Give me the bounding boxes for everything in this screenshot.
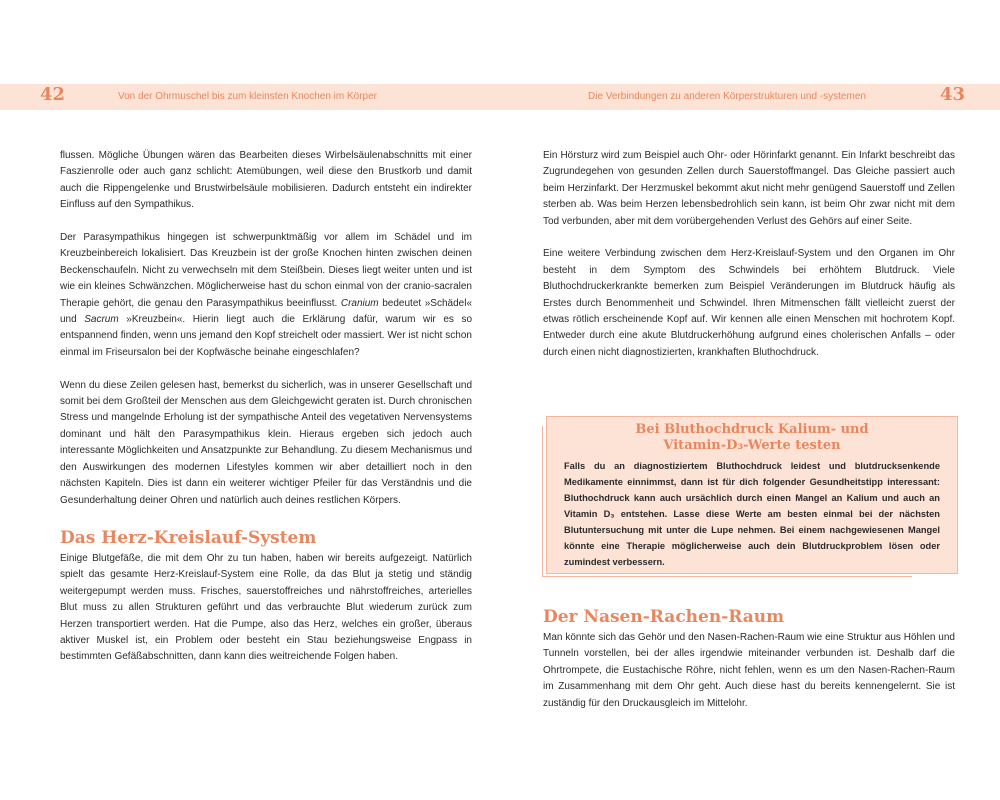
left-page-column — [60, 148, 472, 666]
text-run: Der Parasympathikus hingegen ist schwerpunktmäßig vor allem im Schädel und im Kreuzbeinbereich lokalisiert. Das Kreuzbein ist der große Knochen hinten zwischen deinen Beckenschaufeln. Nicht zu verwechseln mit dem Steißbein. Dieses liegt weiter unten und ist wie ein kleines Schwänzchen. Möglicherweise hast du schon einmal von der cranio-sacralen Therapie gehört, die genau den Parasympathikus beeinflusst. — [60, 232, 472, 309]
term-sacrum: Sacrum — [84, 314, 119, 326]
paragraph-parasympathikus — [60, 230, 472, 361]
tip-box-title-line: Vitamin-D₃-Werte testen — [663, 438, 841, 453]
left-page-number: 42 — [40, 84, 66, 105]
right-page-number: 43 — [940, 84, 966, 105]
paragraph: Eine weitere Verbindung zwischen dem Herz-Kreislauf-System und den Organen im Ohr besteht in dem Symptom des Schwindels bei erhöhtem Blutdruck. Viele Bluthochdruckerkrankte bemerken zum Beispiel Veränderungen im Blutdruck häufig als Erstes durch Benommenheit und Schwindel. Ihren Mitmenschen fällt vielleicht zuerst der etwas rötlich erscheinende Kopf auf. Wir kennen alle einen Menschen mit hochrotem Kopf. Entweder durch eine akute Blutdruckerhöhung aufgrund eines cholerischen Anfalls – oder durch einen nicht diagnostizierten, krankhaften Bluthochdruck. — [543, 248, 955, 358]
right-page-column — [543, 148, 955, 361]
right-running-head: Die Verbindungen zu anderen Körperstrukturen und -systemen — [588, 91, 866, 102]
tip-box-content — [564, 422, 940, 570]
tip-box-title-line: Bei Bluthochdruck Kalium- und — [635, 422, 869, 437]
section-heading-herz-kreislauf: Das Herz-Kreislauf-System — [60, 527, 317, 548]
section-nasen-rachen-raum — [543, 606, 955, 712]
text-run: »Kreuzbein«. Hierin liegt auch die Erklärung dafür, warum wir es so entspannend finden, wenn uns jemand den Kopf streichelt oder massiert. Wer ist nicht schon einmal im Friseursalon bei der Kopfwäsche beinahe eingeschlafen? — [60, 314, 472, 358]
paragraph: Wenn du diese Zeilen gelesen hast, bemerkst du sicherlich, was in unserer Gesellschaft und somit bei dem Großteil der Menschen aus dem Gleichgewicht geraten ist. Durch chronischen Stress und mangelnde Erholung ist der sympathische Anteil des vegetativen Nervensystems dominant und hält den Parasympathikus klein. Hieraus ergeben sich jedoch auch interessante Möglichkeiten und Ansatzpunkte zur Behandlung. Zu diesem Mechanismus und den Auswirkungen des modernen Lifestyles kommen wir aber detailliert noch in den nächsten Kapiteln. Dies ist dann ein weiterer wichtiger Pfeiler für das Verständnis und die Gesunderhaltung deiner Ohren und natürlich auch deines restlichen Körpers. — [60, 379, 472, 506]
left-running-head: Von der Ohrmuschel bis zum kleinsten Knochen im Körper — [118, 91, 378, 102]
section-heading-nasen-rachen: Der Nasen-Rachen-Raum — [543, 607, 785, 627]
tip-box — [546, 416, 958, 576]
tip-box-offset-line — [542, 426, 543, 576]
tip-box-offset-line — [542, 576, 912, 577]
text-run: bedeutet »Schädel« und — [60, 297, 473, 326]
paragraph: Ein Hörsturz wird zum Beispiel auch Ohr- oder Hörinfarkt genannt. Ein Infarkt beschreibt das Zugrundegehen von gesunden Zellen durch Sauerstoffmangel. Das Gleiche passiert auch beim Herzinfarkt. Der Herzmuskel bekommt akut nicht mehr genügend Sauerstoff und Zellen sterben ab. Was beim Herzen lebensbedrohlich sein kann, ist beim Ohr zwar nicht mit dem Tod verbunden, aber mit dem vorübergehenden Verlust des Gehörs auf einer Seite. — [543, 150, 955, 227]
tip-box-text: Falls du an diagnostiziertem Bluthochdruck leidest und blutdrucksenkende Medikamente einnimmst, dann ist für dich folgender Gesundheitstipp interessant: Bluthochdruck kann auch ursächlich durch einen Mangel an Kalium und auch an Vitamin D₃ entstehen. Lasse diese Werte am besten einmal bei der nächsten Blutuntersuchung mit unter die Lupe nehmen. Bei einem nachgewiesenen Mangel könnte eine Therapie möglicherweise auch dein Blutdruckproblem lösen oder zumindest verbessern. — [564, 461, 940, 567]
term-cranium: Cranium — [340, 297, 379, 309]
paragraph: Man könnte sich das Gehör und den Nasen-Rachen-Raum wie eine Struktur aus Höhlen und Tunneln vorstellen, bei der alles irgendwie miteinander verbunden ist. Deshalb darf die Ohrtrompete, die Eustachische Röhre, nicht fehlen, wenn es um den Nasen-Rachen-Raum im Zusammenhang mit dem Ohr geht. Auch diese hast du bereits kennengelernt. Sie ist zuständig für den Druckausgleich im Mittelohr. — [543, 632, 955, 709]
tip-box-title — [564, 422, 940, 454]
paragraph: flussen. Mögliche Übungen wären das Bearbeiten dieses Wirbelsäulenabschnitts mit einer Faszienrolle oder auch ganz schlicht: Atemübungen, weil diese den Brustkorb und damit auch die Rippengelenke und Brustwirbelsäule mobilisieren. Dadurch entsteht ein indirekter Einfluss auf den Sympathikus. — [60, 150, 472, 211]
paragraph: Einige Blutgefäße, die mit dem Ohr zu tun haben, haben wir bereits aufgezeigt. Natürlich spielt das gesamte Herz-Kreislauf-System eine Rolle, da das Blut ja stetig und ständig weitergepumpt werden muss. Frisches, sauerstoffreiches und nährstoffreiches, arterielles Blut muss zu allen Strukturen geführt und das verbrauchte Blut wiederum zurück zum Herzen transportiert werden. Hat die Pumpe, also das Herz, welches ein großer, überaus aktiver Muskel ist, ein Problem oder besteht ein Stau beziehungsweise Engpass in bestimmten Gefäßabschnitten, dann kann dies weitreichende Folgen haben. — [60, 552, 472, 663]
